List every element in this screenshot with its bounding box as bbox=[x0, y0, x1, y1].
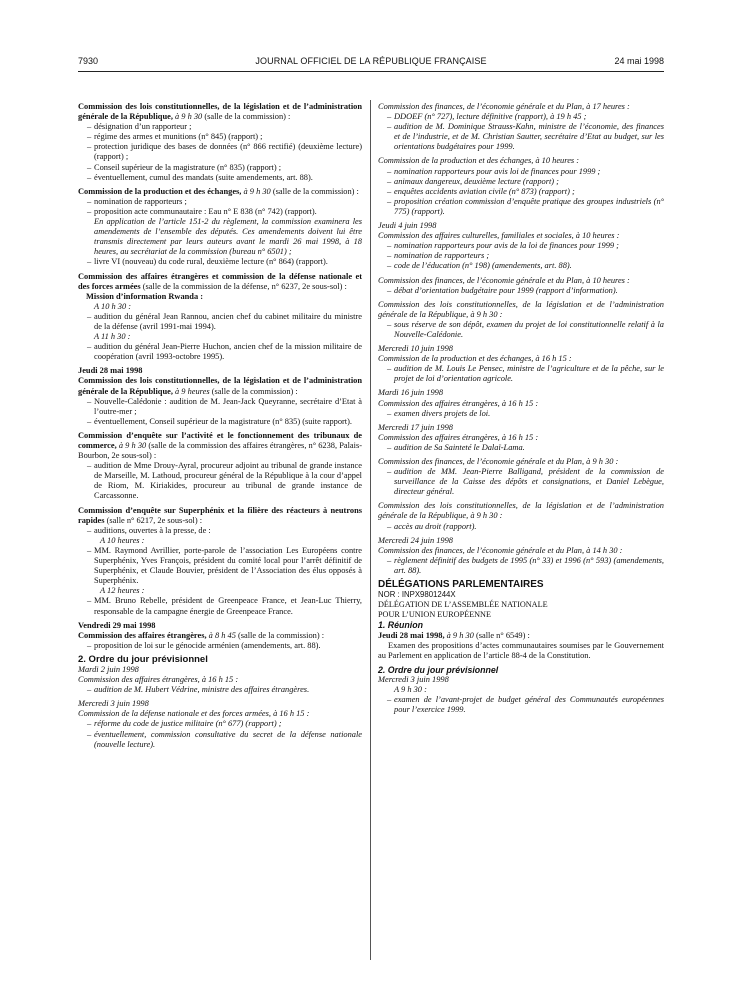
delegation-title: POUR L’UNION EUROPÉENNE bbox=[378, 610, 491, 620]
commission-time: à 9 h 30 bbox=[243, 186, 271, 196]
left-column bbox=[78, 102, 362, 754]
agenda-item: – éventuellement, commission consultative du secret de la défense nationale (nouvelle lecture). bbox=[87, 730, 362, 750]
agenda-list bbox=[378, 467, 664, 497]
agenda-item: – désignation d’un rapporteur ; bbox=[87, 122, 362, 132]
agenda-item: – auditions, ouvertes à la presse, de : bbox=[87, 526, 362, 536]
commission-place: (salle de la commission de la défense, n° 6237, 2e sous-sol) : bbox=[142, 281, 347, 291]
commission-block bbox=[78, 272, 362, 363]
agenda-item: – code de l’éducation (n° 198) (amendements, art. 88). bbox=[387, 261, 664, 271]
commission-time: à 9 heures bbox=[175, 386, 210, 396]
reunion-text: Examen des propositions d’actes communautaires soumises par le Gouvernement au Parlement en application de l’article 88-4 de la Constitution. bbox=[378, 640, 664, 660]
agenda-item: – examen de l’avant-projet de budget général des Communautés européennes pour l’exercice 1999. bbox=[387, 695, 664, 715]
commission-block bbox=[78, 102, 362, 183]
agenda-item: – nomination rapporteurs pour avis de la loi de finances pour 1999 ; bbox=[387, 241, 664, 251]
agenda-item: – proposition acte communautaire : Eau n° E 838 (n° 742) (rapport). bbox=[87, 207, 362, 217]
page-number: 7930 bbox=[78, 56, 99, 66]
agenda-list bbox=[78, 257, 362, 267]
agenda-item: – audition de M. Louis Le Pensec, ministre de l’agriculture et de la pêche, sur le projet de loi d’orientation agricole. bbox=[387, 364, 664, 384]
agenda-item: – Nouvelle-Calédonie : audition de M. Jean-Jack Queyranne, secrétaire d’Etat à l’outre-mer ; bbox=[87, 397, 362, 417]
agenda-list bbox=[378, 167, 664, 217]
commission-block bbox=[378, 102, 664, 152]
day-heading: Jeudi 28 mai 1998 bbox=[78, 366, 143, 376]
day-heading: Mardi 2 juin 1998 bbox=[78, 664, 139, 674]
agenda-item: – MM. Raymond Avrillier, porte-parole de l’association Les Européens contre Superphénix, Yves François, président du comité local pour l’arrêt définitif de Superphénix, et Claude Bouvier, président de l’Association des élus opposés à Superphénix. bbox=[87, 546, 362, 586]
agenda-item: – sous réserve de son dépôt, examen du projet de loi constitutionnelle relatif à la Nouvelle-Calédonie. bbox=[387, 320, 664, 340]
commission-block bbox=[78, 376, 362, 426]
commission-title: Commission de la production et des échanges, bbox=[78, 186, 242, 196]
commission-block bbox=[378, 399, 664, 419]
agenda-item: – Conseil supérieur de la magistrature (n° 835) (rapport) ; bbox=[87, 163, 362, 173]
agenda-list bbox=[78, 197, 362, 217]
commission-title: Commission des affaires étrangères et commission de la défense nationale et des forces armées bbox=[78, 271, 362, 291]
agenda-item: – proposition de loi sur le génocide arménien (amendements, art. 88). bbox=[87, 641, 362, 651]
agenda-item: – nomination de rapporteurs ; bbox=[387, 251, 664, 261]
page-header bbox=[78, 56, 664, 70]
agenda-list bbox=[78, 719, 362, 749]
column-divider bbox=[370, 100, 371, 960]
commission-block bbox=[378, 354, 664, 384]
delegations-title: DÉLÉGATIONS PARLEMENTAIRES bbox=[378, 579, 544, 591]
agenda-item: – éventuellement, cumul des mandats (suite amendements, art. 88). bbox=[87, 173, 362, 183]
commission-block bbox=[378, 685, 664, 715]
session-time: A 12 heures : bbox=[100, 586, 145, 596]
agenda-item: – débat d’orientation budgétaire pour 1999 (rapport d’information). bbox=[387, 286, 664, 296]
session-time: A 10 heures : bbox=[100, 535, 145, 545]
day-heading: Mardi 16 juin 1998 bbox=[378, 388, 444, 398]
commission-block bbox=[78, 675, 362, 695]
commission-line: Commission des finances, de l’économie générale et du Plan, à 10 heures : bbox=[378, 275, 630, 285]
reunion-date: Jeudi 28 mai 1998, bbox=[378, 630, 445, 640]
commission-block bbox=[78, 431, 362, 502]
agenda-item: – éventuellement, Conseil supérieur de la magistrature (n° 835) (suite rapport). bbox=[87, 417, 362, 427]
agenda-item: – règlement définitif des budgets de 1995 (n° 33) et 1996 (n° 593) (amendements, art. 88). bbox=[387, 556, 664, 576]
commission-block bbox=[378, 276, 664, 296]
agenda-item: – accès au droit (rapport). bbox=[387, 522, 664, 532]
day-heading: Mercredi 17 juin 1998 bbox=[378, 422, 453, 432]
agenda-item: – MM. Bruno Rebelle, président de Greenpeace France, et Jean-Luc Thierry, responsable de la campagne énergie de Greenpeace France. bbox=[87, 596, 362, 616]
agenda-item: – nomination de rapporteurs ; bbox=[87, 197, 362, 207]
day-heading: Jeudi 4 juin 1998 bbox=[378, 221, 437, 231]
agenda-list bbox=[378, 409, 664, 419]
commission-block bbox=[378, 457, 664, 497]
commission-place: (salle de la commission des affaires étrangères, n° 6238, Palais-Bourbon, 2e sous-sol) : bbox=[78, 441, 363, 461]
header-rule bbox=[78, 71, 664, 72]
agenda-item: – audition de Mme Drouy-Ayral, procureur adjoint au tribunal de grande instance de Marseille, M. Lathoud, procureur général de la République à la cour d’appel de Riom, M. Kiriakides, procureur au tribunal de grande instance de Carcassonne. bbox=[87, 461, 362, 501]
day-heading: Mercredi 3 juin 1998 bbox=[378, 674, 449, 684]
commission-line: Commission des lois constitutionnelles, de la législation et de l’administration générale de la République, à 9 h 30 : bbox=[378, 501, 664, 521]
commission-block bbox=[78, 506, 362, 617]
agenda-list bbox=[78, 526, 362, 536]
commission-line: Commission des lois constitutionnelles, de la législation et de l’administration générale de la République, à 9 h 30 : bbox=[378, 299, 664, 319]
agenda-list bbox=[78, 122, 362, 183]
agenda-list bbox=[78, 685, 362, 695]
commission-line: Commission des affaires étrangères, à 16 h 15 : bbox=[378, 432, 539, 442]
agenda-item: – audition de Sa Sainteté le Dalaï-Lama. bbox=[387, 443, 664, 453]
agenda-item: – livre VI (nouveau) du code rural, deuxième lecture (n° 864) (rapport). bbox=[87, 257, 362, 267]
commission-time: à 9 h 30 bbox=[175, 112, 203, 122]
issue-date: 24 mai 1998 bbox=[614, 56, 664, 66]
agenda-list bbox=[78, 596, 362, 616]
agenda-list bbox=[78, 641, 362, 651]
section-title: 1. Réunion bbox=[378, 620, 423, 631]
commission-time: à 8 h 45 bbox=[208, 630, 236, 640]
commission-title: Commission d’enquête sur l’activité et le fonctionnement des tribunaux de commerce, bbox=[78, 430, 362, 450]
commission-block bbox=[78, 631, 362, 651]
agenda-item: – protection juridique des bases de données (n° 866 rectifié) (deuxième lecture) (rapport) ; bbox=[87, 142, 362, 162]
commission-block bbox=[378, 546, 664, 576]
commission-place: (salle de la commission) : bbox=[237, 630, 325, 640]
commission-place: (salle de la commission) : bbox=[272, 186, 359, 196]
day-heading: Mercredi 10 juin 1998 bbox=[378, 344, 453, 354]
agenda-item: – nomination rapporteurs pour avis loi de finances pour 1999 ; bbox=[387, 167, 664, 177]
agenda-list bbox=[378, 556, 664, 576]
day-heading: Mercredi 24 juin 1998 bbox=[378, 535, 453, 545]
agenda-list bbox=[378, 364, 664, 384]
agenda-list bbox=[78, 546, 362, 586]
mission-title: Mission d’information Rwanda : bbox=[86, 291, 204, 301]
commission-title: Commission des affaires étrangères, bbox=[78, 630, 207, 640]
agenda-item: – enquêtes accidents aviation civile (n° 873) (rapport) ; bbox=[387, 187, 664, 197]
agenda-list bbox=[78, 461, 362, 501]
delegation-title: DÉLÉGATION DE L’ASSEMBLÉE NATIONALE bbox=[378, 600, 548, 610]
commission-block bbox=[378, 501, 664, 531]
commission-block bbox=[378, 156, 664, 217]
commission-line: Commission des affaires étrangères, à 16 h 15 : bbox=[378, 398, 539, 408]
agenda-list bbox=[378, 695, 664, 715]
agenda-list bbox=[78, 397, 362, 427]
agenda-list bbox=[78, 342, 362, 362]
session-time: A 10 h 30 : bbox=[94, 301, 132, 311]
session-time: A 9 h 30 : bbox=[394, 684, 427, 694]
agenda-item: – audition du général Jean Rannou, ancien chef du cabinet militaire du ministre de la défense (avril 1991-mai 1994). bbox=[87, 312, 362, 332]
agenda-list bbox=[78, 312, 362, 332]
commission-line: Commission des finances, de l’économie générale et du Plan, à 14 h 30 : bbox=[378, 545, 623, 555]
reunion-place: (salle n° 6549) : bbox=[475, 630, 530, 640]
agenda-item: – DDOEF (n° 727), lecture définitive (rapport), à 19 h 45 ; bbox=[387, 112, 664, 122]
commission-place: (salle de la commission) : bbox=[211, 386, 298, 396]
agenda-item: – examen divers projets de loi. bbox=[387, 409, 664, 419]
commission-line: Commission des affaires étrangères, à 16 h 15 : bbox=[78, 675, 239, 685]
reunion-block bbox=[378, 631, 664, 661]
commission-title: Commission d’enquête sur Superphénix et la filière des réacteurs à neutrons rapides bbox=[78, 505, 362, 525]
commission-title: Commission des lois constitutionnelles, de la législation et de l’administration générale de la République, bbox=[78, 376, 362, 396]
day-heading: Vendredi 29 mai 1998 bbox=[78, 620, 156, 630]
reunion-time: à 9 h 30 bbox=[446, 630, 474, 640]
agenda-list bbox=[378, 112, 664, 152]
commission-line: Commission des finances, de l’économie générale et du Plan, à 17 heures : bbox=[378, 102, 630, 111]
commission-block bbox=[78, 709, 362, 749]
commission-line: Commission des affaires culturelles, familiales et sociales, à 10 heures : bbox=[378, 231, 620, 241]
commission-block bbox=[378, 231, 664, 271]
agenda-item: – audition de M. Hubert Védrine, ministre des affaires étrangères. bbox=[87, 685, 362, 695]
agenda-item: – audition de MM. Jean-Pierre Balligand, président de la commission de surveillance de la Caisse des dépôts et consignations, et Daniel Lebègue, directeur général. bbox=[387, 467, 664, 497]
agenda-item: – régime des armes et munitions (n° 845) (rapport) ; bbox=[87, 132, 362, 142]
commission-line: Commission de la défense nationale et des forces armées, à 16 h 15 : bbox=[78, 709, 310, 719]
commission-block bbox=[378, 433, 664, 453]
session-time: A 11 h 30 : bbox=[94, 332, 131, 342]
commission-block bbox=[78, 187, 362, 268]
agenda-list bbox=[378, 320, 664, 340]
section-title: 2. Ordre du jour prévisionnel bbox=[378, 664, 499, 675]
commission-title: Commission des lois constitutionnelles, de la législation et de l’administration générale de la République, bbox=[78, 102, 362, 122]
agenda-list bbox=[378, 286, 664, 296]
commission-line: Commission de la production et des échanges, à 16 h 15 : bbox=[378, 354, 572, 364]
commission-block bbox=[378, 300, 664, 340]
day-heading: Mercredi 3 juin 1998 bbox=[78, 699, 149, 709]
commission-time: à 9 h 30 bbox=[118, 441, 147, 450]
agenda-item: – audition de M. Dominique Strauss-Kahn, ministre de l’économie, des finances et de l’industrie, et de M. Christian Sautter, secrétaire d’Etat au budget, sur les orientations budgétaires pour 1999. bbox=[387, 122, 664, 152]
agenda-list bbox=[378, 522, 664, 532]
agenda-item: – animaux dangereux, deuxième lecture (rapport) ; bbox=[387, 177, 664, 187]
right-column bbox=[378, 102, 664, 719]
section-title: 2. Ordre du jour prévisionnel bbox=[78, 653, 208, 665]
agenda-item: – proposition création commission d’enquête pratique des groupes industriels (n° 775) (rapport). bbox=[387, 197, 664, 217]
commission-line: Commission de la production et des échanges, à 10 heures : bbox=[378, 156, 580, 166]
commission-place: (salle de la commission) : bbox=[204, 112, 291, 122]
agenda-item: – audition du général Jean-Pierre Huchon, ancien chef de la mission militaire de coopération (avril 1993-octobre 1995). bbox=[87, 342, 362, 362]
agenda-item: – réforme du code de justice militaire (n° 677) (rapport) ; bbox=[87, 719, 362, 729]
nor-reference: NOR : INPX9801244X bbox=[378, 590, 456, 600]
journal-title: JOURNAL OFFICIEL DE LA RÉPUBLIQUE FRANÇAISE bbox=[255, 56, 487, 66]
commission-line: Commission des finances, de l’économie générale et du Plan, à 9 h 30 : bbox=[378, 457, 619, 466]
commission-place: (salle n° 6217, 2e sous-sol) : bbox=[106, 515, 203, 525]
agenda-list bbox=[378, 443, 664, 453]
agenda-list bbox=[378, 241, 664, 271]
amendment-note: En application de l’article 151-2 du règlement, la commission examinera les amendements de l’ensemble des députés. Ces amendements doivent lui être transmis directement par leurs auteurs avant le mardi 26 mai 1998, à 18 heures, au secrétariat de la commission (bureau n° 6501) ; bbox=[94, 217, 362, 257]
